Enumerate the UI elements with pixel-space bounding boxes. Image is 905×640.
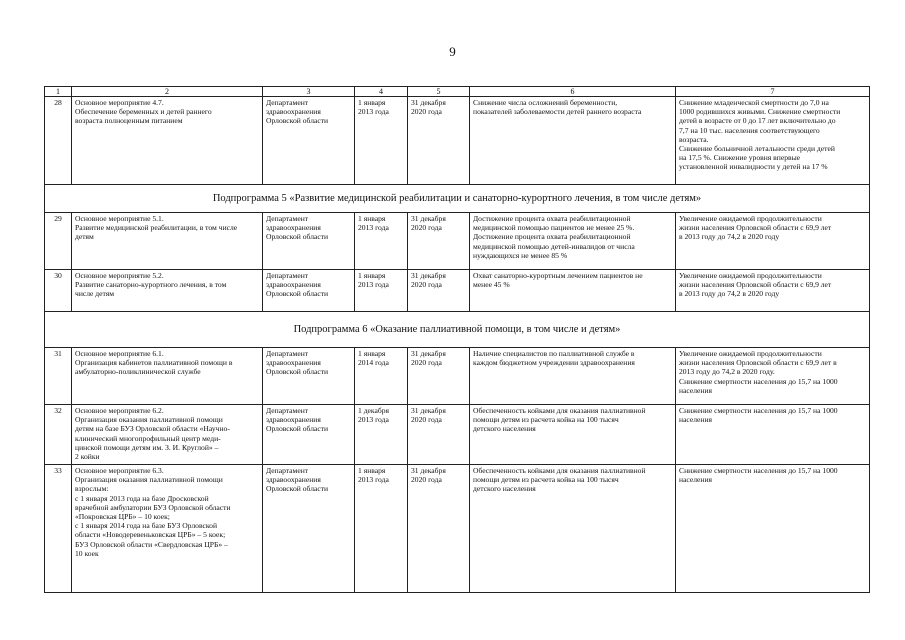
executor: Департамент здравоохранения Орловской области: [263, 348, 355, 405]
effect-on-indicators: Увеличение ожидаемой продолжительности жизни населения Орловской области с 69,9 лет в 2013 году до 74,2 в 2020 году: [676, 270, 870, 312]
measure-name: Основное мероприятие 6.2. Организация оказания паллиативной помощи детям на базе БУЗ Орловской области «Научно- клинический многопрофильный центр меди- цинской помощи детям им. З. И. Круглой» – 2 койки: [72, 405, 263, 465]
measure-name: Основное мероприятие 5.1. Развитие медицинской реабилитации, в том числе детям: [72, 213, 263, 270]
start-date: 1 января 2013 года: [355, 97, 408, 185]
end-date: 31 декабря 2020 года: [408, 465, 470, 593]
subprogram-title: Подпрограмма 6 «Оказание паллиативной помощи, в том числе и детям»: [45, 312, 870, 348]
table-row: [45, 465, 870, 593]
effect-on-indicators: Увеличение ожидаемой продолжительности жизни населения Орловской области с 69,9 лет в 2013 году до 74,2 в 2020 году. Снижение смертности населения до 15,7 на 1000 населения: [676, 348, 870, 405]
executor: Департамент здравоохранения Орловской области: [263, 270, 355, 312]
row-number: 29: [45, 213, 72, 270]
effect-on-indicators: Снижение смертности населения до 15,7 на 1000 населения: [676, 465, 870, 593]
measure-name: Основное мероприятие 6.3. Организация оказания паллиативной помощи взрослым: с 1 января 2013 года на базе Дросковской врачебной амбулатории БУЗ Орловской области «Покровская ЦРБ» – 10 коек; с 1 января 2014 года на базе БУЗ Орловской области «Новодеревеньковская ЦРБ» – 5 коек; БУЗ Орловской области «Свердловская ЦРБ» – 10 коек: [72, 465, 263, 593]
column-number: 3: [263, 87, 355, 97]
start-date: 1 января 2013 года: [355, 270, 408, 312]
page-number: 9: [449, 44, 456, 59]
expected-result: Снижение числа осложнений беременности, показателей заболеваемости детей раннего возраста: [470, 97, 676, 185]
column-number: 1: [45, 87, 72, 97]
executor: Департамент здравоохранения Орловской области: [263, 465, 355, 593]
column-number: 6: [470, 87, 676, 97]
row-number: 32: [45, 405, 72, 465]
subprogram-row: [45, 312, 870, 348]
row-number: 31: [45, 348, 72, 405]
subprogram-row: [45, 185, 870, 213]
subprogram-title: Подпрограмма 5 «Развитие медицинской реабилитации и санаторно-курортного лечения, в том числе детям»: [45, 185, 870, 213]
table-row: [45, 405, 870, 465]
expected-result: Охват санаторно-курортным лечением пациентов не менее 45 %: [470, 270, 676, 312]
end-date: 31 декабря 2020 года: [408, 213, 470, 270]
effect-on-indicators: Увеличение ожидаемой продолжительности жизни населения Орловской области с 69,9 лет в 2013 году до 74,2 в 2020 году: [676, 213, 870, 270]
end-date: 31 декабря 2020 года: [408, 270, 470, 312]
expected-result: Обеспеченность койками для оказания паллиативной помощи детям из расчета койка на 100 тысяч детского населения: [470, 405, 676, 465]
row-number: 30: [45, 270, 72, 312]
table-row: [45, 213, 870, 270]
column-number-row: [45, 87, 870, 97]
table-row: [45, 270, 870, 312]
program-table: [44, 86, 870, 593]
column-number: 2: [72, 87, 263, 97]
executor: Департамент здравоохранения Орловской области: [263, 213, 355, 270]
executor: Департамент здравоохранения Орловской области: [263, 97, 355, 185]
measure-name: Основное мероприятие 4.7. Обеспечение беременных и детей раннего возраста полноценным питанием: [72, 97, 263, 185]
row-number: 33: [45, 465, 72, 593]
end-date: 31 декабря 2020 года: [408, 405, 470, 465]
effect-on-indicators: Снижение смертности населения до 15,7 на 1000 населения: [676, 405, 870, 465]
column-number: 7: [676, 87, 870, 97]
expected-result: Обеспеченность койками для оказания паллиативной помощи детям из расчета койка на 100 тысяч детского населения: [470, 465, 676, 593]
expected-result: Наличие специалистов по паллиативной службе в каждом бюджетном учреждении здравоохранения: [470, 348, 676, 405]
effect-on-indicators: Снижение младенческой смертности до 7,0 на 1000 родившихся живыми. Снижение смертности детей в возрасте от 0 до 17 лет включительно до 7,7 на 10 тыс. населения соответствующего возраста. Снижение больничной летальности среди детей на 17,5 %. Снижение уровня впервые установленной инвалидности у детей на 17 %: [676, 97, 870, 185]
table-row: [45, 97, 870, 185]
row-number: 28: [45, 97, 72, 185]
end-date: 31 декабря 2020 года: [408, 97, 470, 185]
measure-name: Основное мероприятие 5.2. Развитие санаторно-курортного лечения, в том числе детям: [72, 270, 263, 312]
start-date: 1 января 2013 года: [355, 465, 408, 593]
start-date: 1 декабря 2013 года: [355, 405, 408, 465]
start-date: 1 января 2014 года: [355, 348, 408, 405]
table-row: [45, 348, 870, 405]
measure-name: Основное мероприятие 6.1. Организация кабинетов паллиативной помощи в амбулаторно-поликлинической службе: [72, 348, 263, 405]
executor: Департамент здравоохранения Орловской области: [263, 405, 355, 465]
start-date: 1 января 2013 года: [355, 213, 408, 270]
expected-result: Достижение процента охвата реабилитационной медицинской помощью пациентов не менее 25 %. Достижение процента охвата реабилитационной медицинской помощью детей-инвалидов от числа нуждающихся не менее 85 %: [470, 213, 676, 270]
end-date: 31 декабря 2020 года: [408, 348, 470, 405]
column-number: 4: [355, 87, 408, 97]
column-number: 5: [408, 87, 470, 97]
